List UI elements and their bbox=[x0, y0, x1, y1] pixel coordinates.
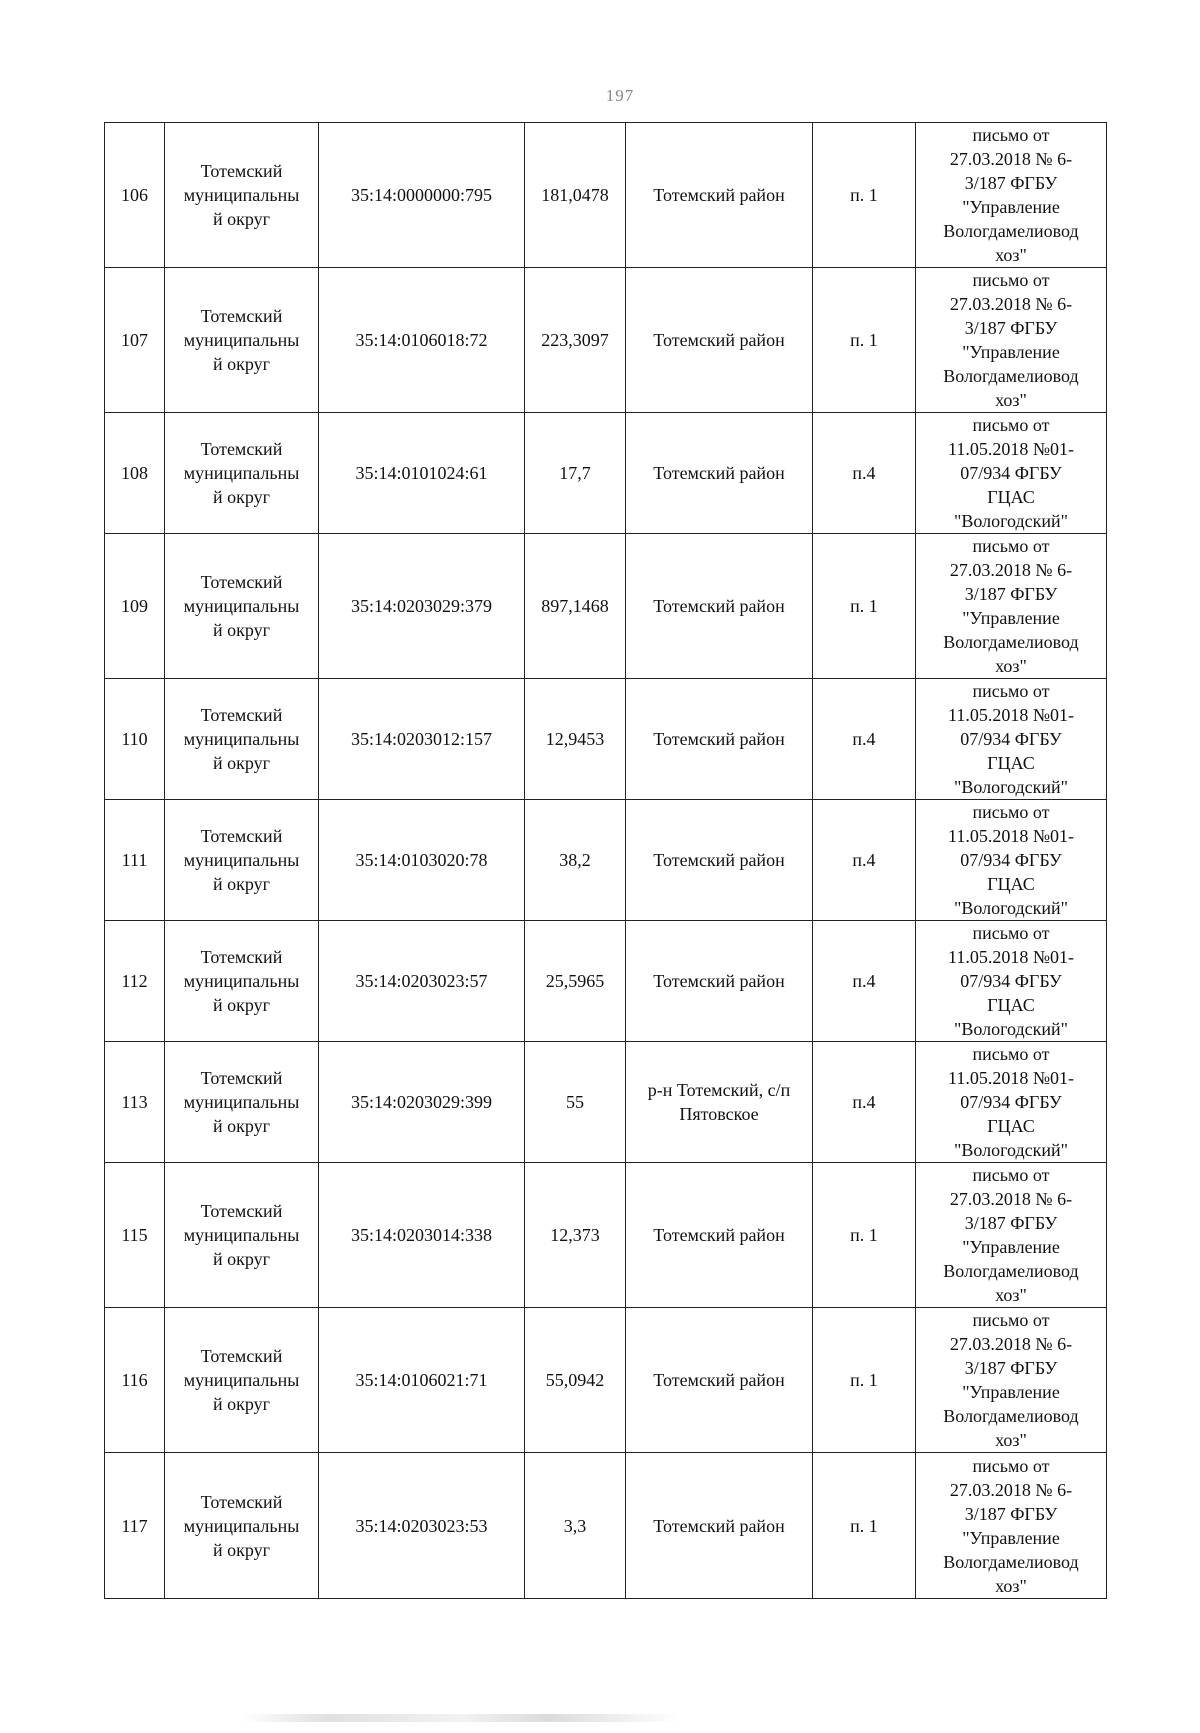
basis-document-cell: письмо от 11.05.2018 №01- 07/934 ФГБУ ГЦАС "Вологодский" bbox=[916, 800, 1107, 921]
scan-artifact bbox=[240, 1714, 680, 1722]
row-number-cell: 110 bbox=[105, 679, 165, 800]
location-cell: Тотемский район bbox=[626, 413, 813, 534]
table-row bbox=[105, 123, 1107, 268]
clause-cell: п. 1 bbox=[813, 268, 916, 413]
basis-document-cell: письмо от 27.03.2018 № 6- 3/187 ФГБУ "Управление Вологдамелиовод хоз" bbox=[916, 534, 1107, 679]
clause-cell: п.4 bbox=[813, 679, 916, 800]
owner-cell: Тотемский муниципальны й округ bbox=[165, 800, 319, 921]
clause-cell: п. 1 bbox=[813, 123, 916, 268]
location-cell: р-н Тотемский, с/п Пятовское bbox=[626, 1042, 813, 1163]
owner-cell: Тотемский муниципальны й округ bbox=[165, 123, 319, 268]
row-number-cell: 115 bbox=[105, 1163, 165, 1308]
clause-cell: п.4 bbox=[813, 800, 916, 921]
basis-document-cell: письмо от 27.03.2018 № 6- 3/187 ФГБУ "Управление Вологдамелиовод хоз" bbox=[916, 268, 1107, 413]
cadastral-number-cell: 35:14:0203014:338 bbox=[319, 1163, 525, 1308]
owner-cell: Тотемский муниципальны й округ bbox=[165, 1308, 319, 1453]
basis-document-cell: письмо от 27.03.2018 № 6- 3/187 ФГБУ "Управление Вологдамелиовод хоз" bbox=[916, 1163, 1107, 1308]
clause-cell: п. 1 bbox=[813, 534, 916, 679]
land-registry-table bbox=[104, 122, 1107, 1599]
row-number-cell: 111 bbox=[105, 800, 165, 921]
cadastral-number-cell: 35:14:0203029:399 bbox=[319, 1042, 525, 1163]
page-number: 197 bbox=[605, 86, 635, 105]
cadastral-number-cell: 35:14:0203023:57 bbox=[319, 921, 525, 1042]
table-row bbox=[105, 413, 1107, 534]
row-number-cell: 107 bbox=[105, 268, 165, 413]
basis-document-cell: письмо от 11.05.2018 №01- 07/934 ФГБУ ГЦАС "Вологодский" bbox=[916, 1042, 1107, 1163]
location-cell: Тотемский район bbox=[626, 679, 813, 800]
clause-cell: п. 1 bbox=[813, 1453, 916, 1599]
area-cell: 223,3097 bbox=[525, 268, 626, 413]
table-row bbox=[105, 1308, 1107, 1453]
row-number-cell: 116 bbox=[105, 1308, 165, 1453]
cadastral-number-cell: 35:14:0203023:53 bbox=[319, 1453, 525, 1599]
location-cell: Тотемский район bbox=[626, 534, 813, 679]
row-number-cell: 108 bbox=[105, 413, 165, 534]
table-row bbox=[105, 800, 1107, 921]
area-cell: 3,3 bbox=[525, 1453, 626, 1599]
table-row bbox=[105, 1042, 1107, 1163]
table-row bbox=[105, 1453, 1107, 1599]
table-row bbox=[105, 679, 1107, 800]
cadastral-number-cell: 35:14:0000000:795 bbox=[319, 123, 525, 268]
area-cell: 55 bbox=[525, 1042, 626, 1163]
location-cell: Тотемский район bbox=[626, 1308, 813, 1453]
row-number-cell: 113 bbox=[105, 1042, 165, 1163]
location-cell: Тотемский район bbox=[626, 800, 813, 921]
area-cell: 55,0942 bbox=[525, 1308, 626, 1453]
row-number-cell: 112 bbox=[105, 921, 165, 1042]
location-cell: Тотемский район bbox=[626, 123, 813, 268]
table-row bbox=[105, 268, 1107, 413]
owner-cell: Тотемский муниципальны й округ bbox=[165, 1453, 319, 1599]
area-cell: 17,7 bbox=[525, 413, 626, 534]
cadastral-number-cell: 35:14:0103020:78 bbox=[319, 800, 525, 921]
clause-cell: п. 1 bbox=[813, 1163, 916, 1308]
cadastral-number-cell: 35:14:0106021:71 bbox=[319, 1308, 525, 1453]
owner-cell: Тотемский муниципальны й округ bbox=[165, 534, 319, 679]
location-cell: Тотемский район bbox=[626, 921, 813, 1042]
clause-cell: п.4 bbox=[813, 1042, 916, 1163]
cadastral-number-cell: 35:14:0203012:157 bbox=[319, 679, 525, 800]
owner-cell: Тотемский муниципальны й округ bbox=[165, 679, 319, 800]
row-number-cell: 109 bbox=[105, 534, 165, 679]
owner-cell: Тотемский муниципальны й округ bbox=[165, 413, 319, 534]
row-number-cell: 106 bbox=[105, 123, 165, 268]
owner-cell: Тотемский муниципальны й округ bbox=[165, 1042, 319, 1163]
area-cell: 38,2 bbox=[525, 800, 626, 921]
basis-document-cell: письмо от 27.03.2018 № 6- 3/187 ФГБУ "Управление Вологдамелиовод хоз" bbox=[916, 123, 1107, 268]
row-number-cell: 117 bbox=[105, 1453, 165, 1599]
location-cell: Тотемский район bbox=[626, 1453, 813, 1599]
cadastral-number-cell: 35:14:0101024:61 bbox=[319, 413, 525, 534]
clause-cell: п. 1 bbox=[813, 1308, 916, 1453]
basis-document-cell: письмо от 27.03.2018 № 6- 3/187 ФГБУ "Управление Вологдамелиовод хоз" bbox=[916, 1308, 1107, 1453]
cadastral-number-cell: 35:14:0106018:72 bbox=[319, 268, 525, 413]
location-cell: Тотемский район bbox=[626, 268, 813, 413]
cadastral-number-cell: 35:14:0203029:379 bbox=[319, 534, 525, 679]
table-row bbox=[105, 921, 1107, 1042]
area-cell: 12,9453 bbox=[525, 679, 626, 800]
area-cell: 897,1468 bbox=[525, 534, 626, 679]
clause-cell: п.4 bbox=[813, 921, 916, 1042]
basis-document-cell: письмо от 27.03.2018 № 6- 3/187 ФГБУ "Управление Вологдамелиовод хоз" bbox=[916, 1453, 1107, 1599]
area-cell: 12,373 bbox=[525, 1163, 626, 1308]
basis-document-cell: письмо от 11.05.2018 №01- 07/934 ФГБУ ГЦАС "Вологодский" bbox=[916, 679, 1107, 800]
location-cell: Тотемский район bbox=[626, 1163, 813, 1308]
table-row bbox=[105, 534, 1107, 679]
owner-cell: Тотемский муниципальны й округ bbox=[165, 1163, 319, 1308]
area-cell: 181,0478 bbox=[525, 123, 626, 268]
basis-document-cell: письмо от 11.05.2018 №01- 07/934 ФГБУ ГЦАС "Вологодский" bbox=[916, 921, 1107, 1042]
owner-cell: Тотемский муниципальны й округ bbox=[165, 921, 319, 1042]
clause-cell: п.4 bbox=[813, 413, 916, 534]
table-row bbox=[105, 1163, 1107, 1308]
basis-document-cell: письмо от 11.05.2018 №01- 07/934 ФГБУ ГЦАС "Вологодский" bbox=[916, 413, 1107, 534]
area-cell: 25,5965 bbox=[525, 921, 626, 1042]
owner-cell: Тотемский муниципальны й округ bbox=[165, 268, 319, 413]
